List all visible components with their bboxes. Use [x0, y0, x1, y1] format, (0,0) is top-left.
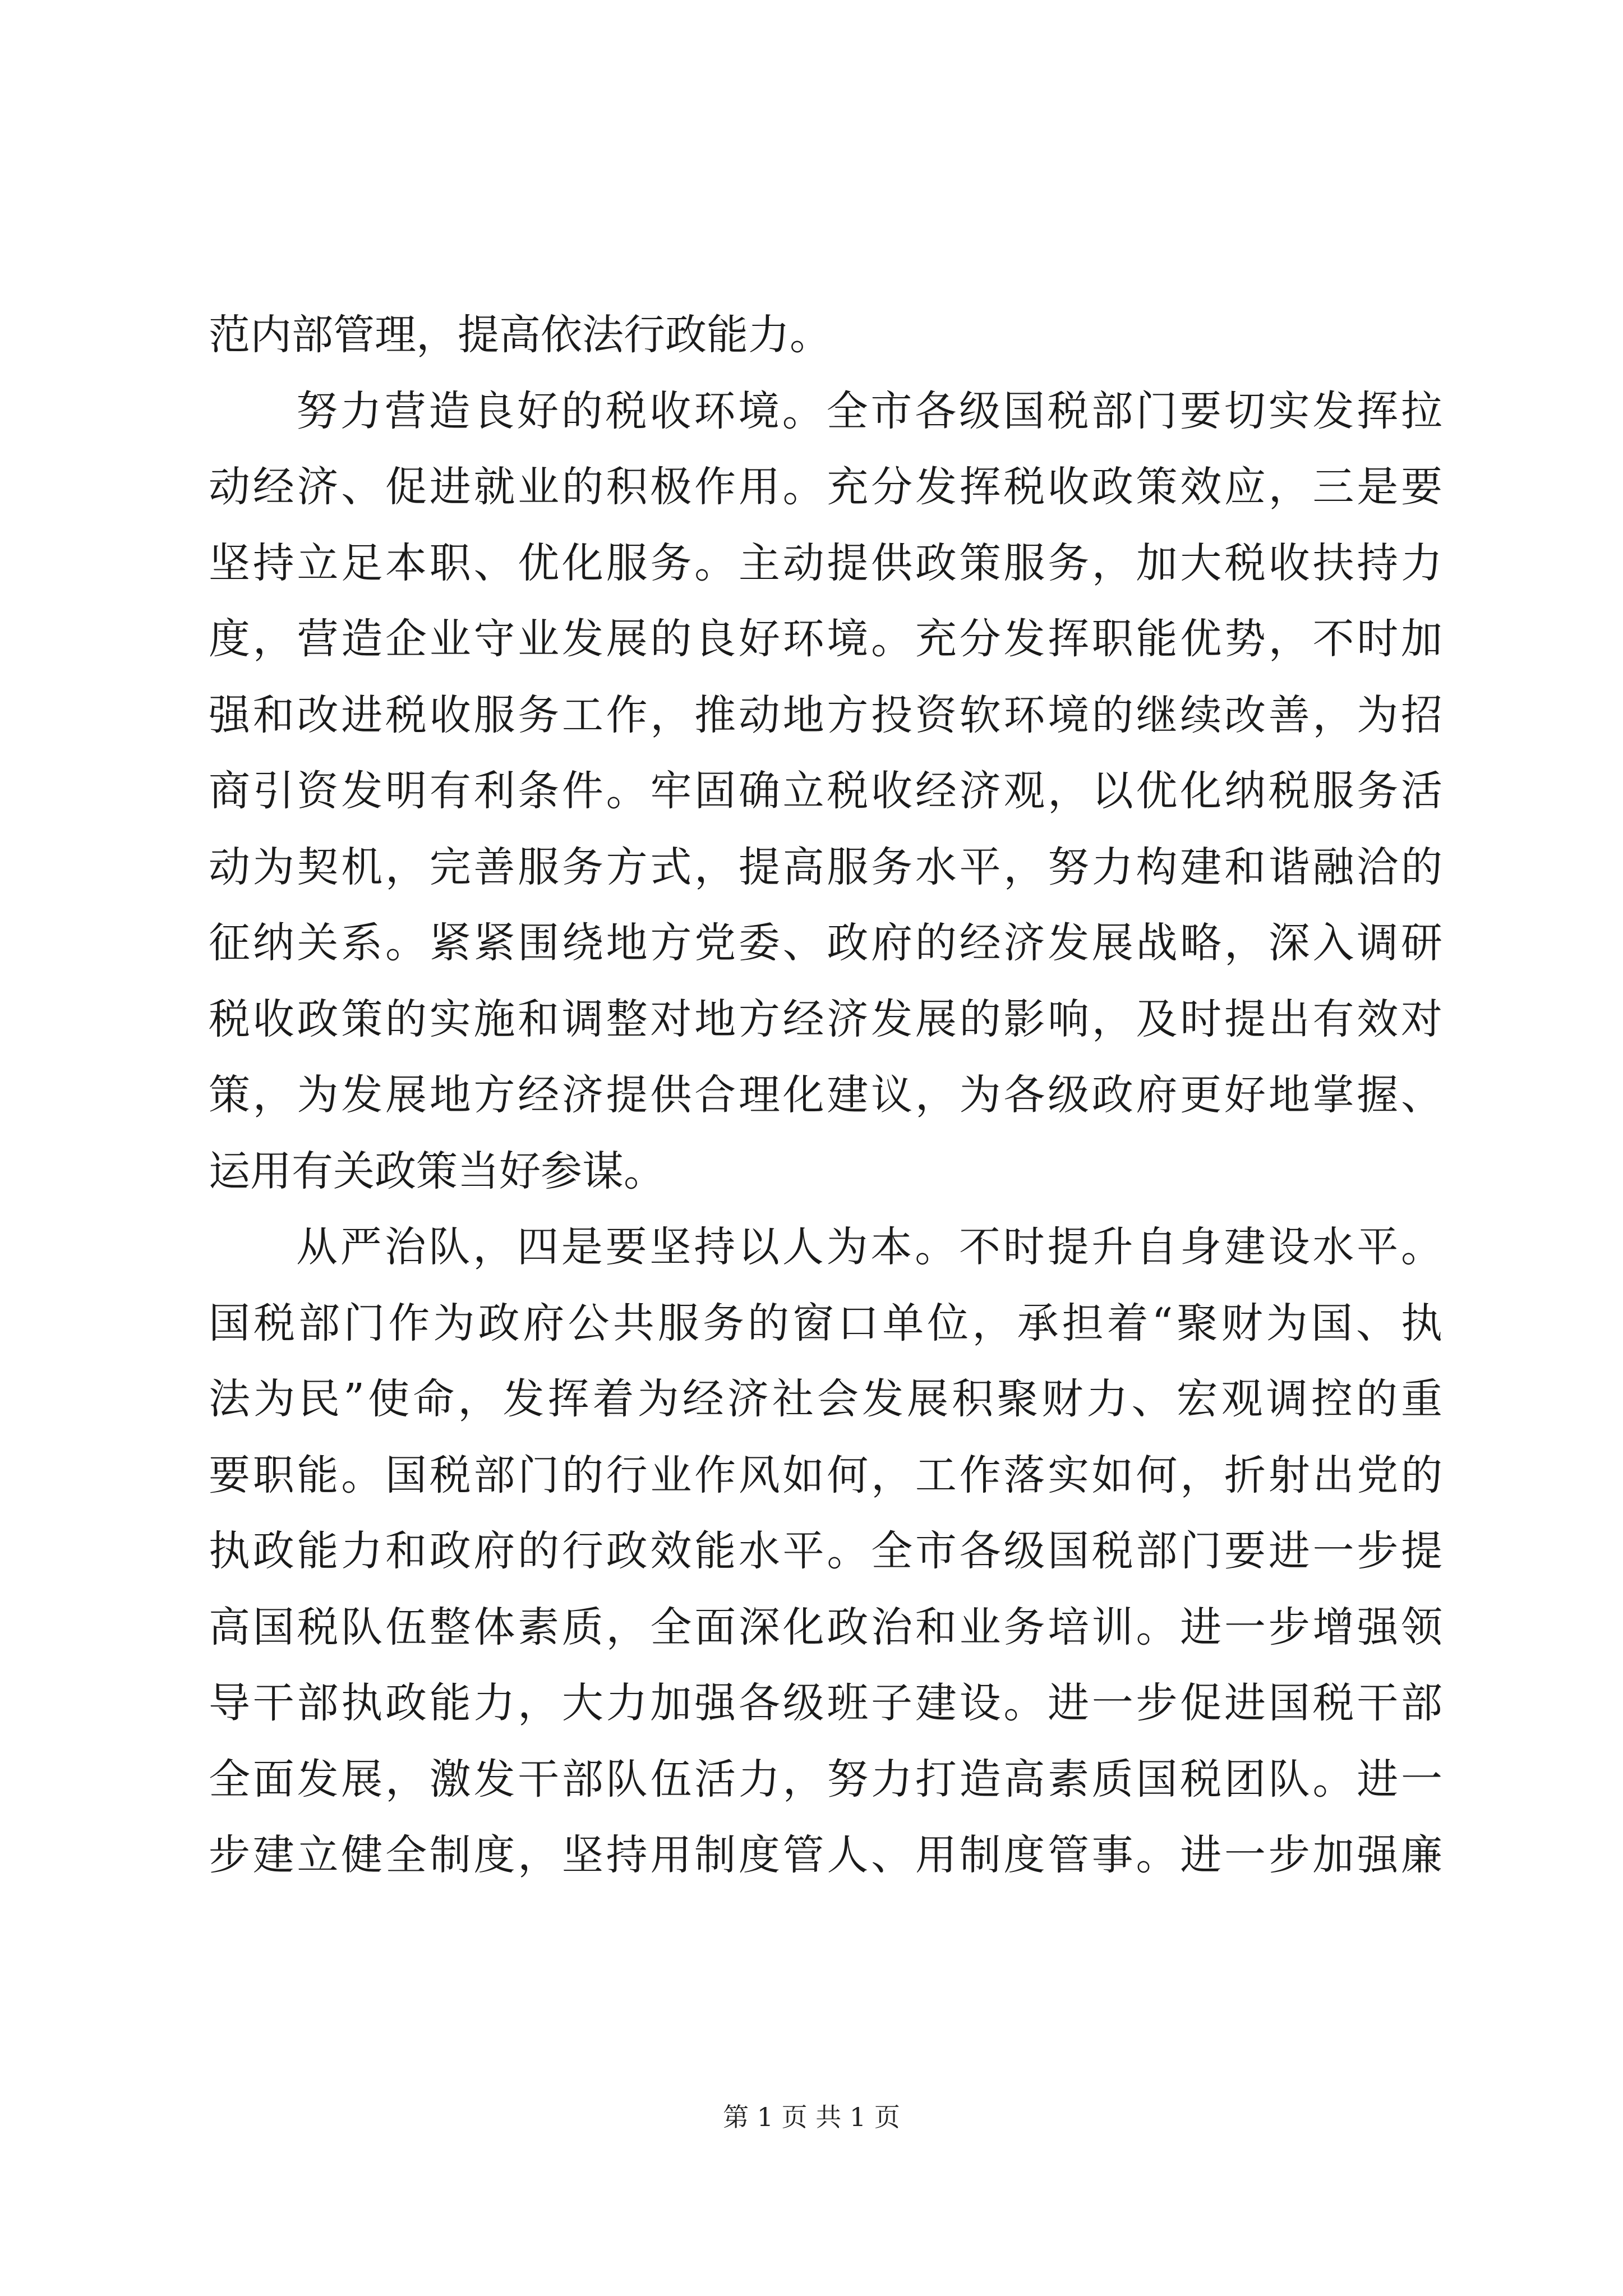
- text-line: 策，为发展地方经济提供合理化建议，为各级政府更好地掌握、: [209, 1071, 1442, 1119]
- text-line: 征纳关系。紧紧围绕地方党委、政府的经济发展战略，深入调研: [209, 919, 1442, 967]
- text-line: 国税部门作为政府公共服务的窗口单位，承担着“聚财为国、执: [209, 1299, 1442, 1347]
- page-number-label: 第 1 页 共 1 页: [723, 2102, 900, 2132]
- page-footer: [0, 2100, 1623, 2134]
- text-line: 范内部管理，提高依法行政能力。: [209, 311, 831, 359]
- text-line: 动为契机，完善服务方式，提高服务水平，努力构建和谐融洽的: [209, 843, 1442, 891]
- text-line: 坚持立足本职、优化服务。主动提供政策服务，加大税收扶持力: [209, 539, 1442, 587]
- text-line: 步建立健全制度，坚持用制度管人、用制度管事。进一步加强廉: [209, 1831, 1442, 1879]
- text-line: 执政能力和政府的行政效能水平。全市各级国税部门要进一步提: [209, 1527, 1442, 1575]
- text-line: 全面发展，激发干部队伍活力，努力打造高素质国税团队。进一: [209, 1755, 1442, 1803]
- text-line: 商引资发明有利条件。牢固确立税收经济观，以优化纳税服务活: [209, 767, 1442, 815]
- text-line: 从严治队，四是要坚持以人为本。不时提升自身建设水平。: [296, 1223, 1442, 1271]
- text-line: 动经济、促进就业的积极作用。充分发挥税收政策效应，三是要: [209, 463, 1442, 511]
- text-line: 努力营造良好的税收环境。全市各级国税部门要切实发挥拉: [296, 386, 1442, 435]
- text-line: 税收政策的实施和调整对地方经济发展的影响，及时提出有效对: [209, 995, 1442, 1043]
- text-line: 强和改进税收服务工作，推动地方投资软环境的继续改善，为招: [209, 691, 1442, 739]
- text-line: 要职能。国税部门的行业作风如何，工作落实如何，折射出党的: [209, 1451, 1442, 1499]
- text-line: 法为民”使命，发挥着为经济社会发展积聚财力、宏观调控的重: [209, 1375, 1442, 1423]
- text-line: 导干部执政能力，大力加强各级班子建设。进一步促进国税干部: [209, 1679, 1442, 1727]
- text-line: 运用有关政策当好参谋。: [209, 1147, 665, 1195]
- body-text: [209, 297, 1442, 1894]
- text-line: 高国税队伍整体素质，全面深化政治和业务培训。进一步增强领: [209, 1603, 1442, 1651]
- text-line: 度，营造企业守业发展的良好环境。充分发挥职能优势，不时加: [209, 615, 1442, 663]
